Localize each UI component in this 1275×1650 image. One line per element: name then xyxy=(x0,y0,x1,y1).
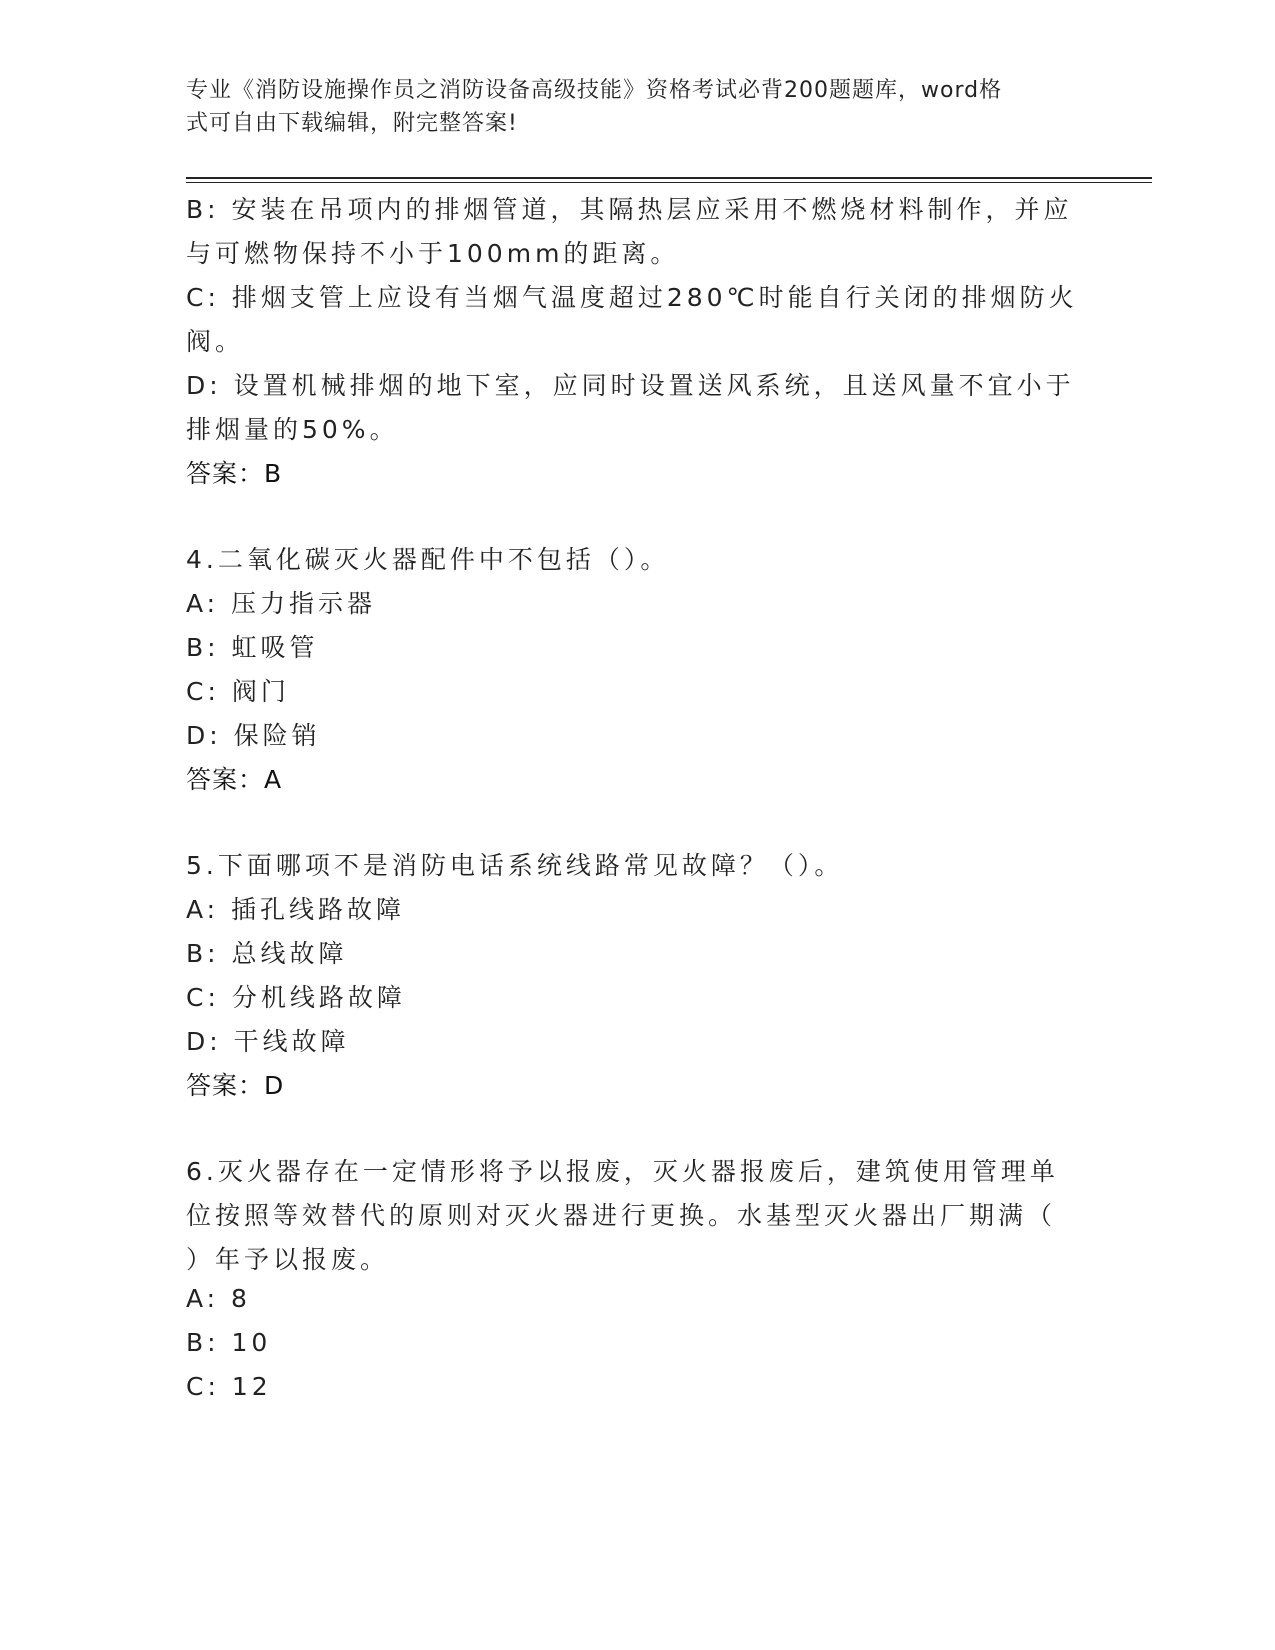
document-header xyxy=(186,74,1066,140)
q3-option-c-line-2: 阀。 xyxy=(186,327,245,356)
q4-option-b: B: 虹吸管 xyxy=(186,633,319,662)
q5-option-b: B: 总线故障 xyxy=(186,939,348,968)
q3-option-b-line-2: 与可燃物保持不小于100mm的距离。 xyxy=(186,239,680,268)
q6-question-line-3: ）年予以报废。 xyxy=(186,1245,390,1274)
q6-option-c: C: 12 xyxy=(186,1372,272,1401)
q5-option-c: C: 分机线路故障 xyxy=(186,983,406,1012)
q5-option-a: A: 插孔线路故障 xyxy=(186,895,406,924)
header-divider-thin xyxy=(186,182,1152,183)
q3-option-d-line-2: 排烟量的50%。 xyxy=(186,415,399,444)
q3-option-c-line-1: C: 排烟支管上应设有当烟气温度超过280℃时能自行关闭的排烟防火 xyxy=(186,283,1078,312)
q3-answer: 答案：B xyxy=(186,459,283,488)
q4-option-d: D: 保险销 xyxy=(186,721,321,750)
header-title-line-2: 式可自由下载编辑，附完整答案! xyxy=(186,111,518,136)
q6-option-b: B: 10 xyxy=(186,1328,272,1357)
q5-option-d: D: 干线故障 xyxy=(186,1027,350,1056)
q4-option-c: C: 阀门 xyxy=(186,677,290,706)
q3-option-b-line-1: B: 安装在吊项内的排烟管道，其隔热层应采用不燃烧材料制作，并应 xyxy=(186,195,1073,224)
q3-option-d-line-1: D: 设置机械排烟的地下室，应同时设置送风系统，且送风量不宜小于 xyxy=(186,371,1075,400)
q5-answer: 答案：D xyxy=(186,1071,285,1100)
q5-question: 5.下面哪项不是消防电话系统线路常见故障？（）。 xyxy=(186,851,844,880)
header-title-line-1: 专业《消防设施操作员之消防设备高级技能》资格考试必背200题题库，word格 xyxy=(186,78,1003,103)
header-divider-thick xyxy=(186,177,1152,179)
q6-option-a: A: 8 xyxy=(186,1284,251,1313)
q6-question-line-1: 6.灭火器存在一定情形将予以报废，灭火器报废后，建筑使用管理单 xyxy=(186,1157,1059,1186)
q4-option-a: A: 压力指示器 xyxy=(186,589,377,618)
q6-question-line-2: 位按照等效替代的原则对灭火器进行更换。水基型灭火器出厂期满（ xyxy=(186,1201,1057,1230)
q4-question: 4.二氧化碳灭火器配件中不包括（）。 xyxy=(186,545,670,574)
q4-answer: 答案：A xyxy=(186,765,283,794)
